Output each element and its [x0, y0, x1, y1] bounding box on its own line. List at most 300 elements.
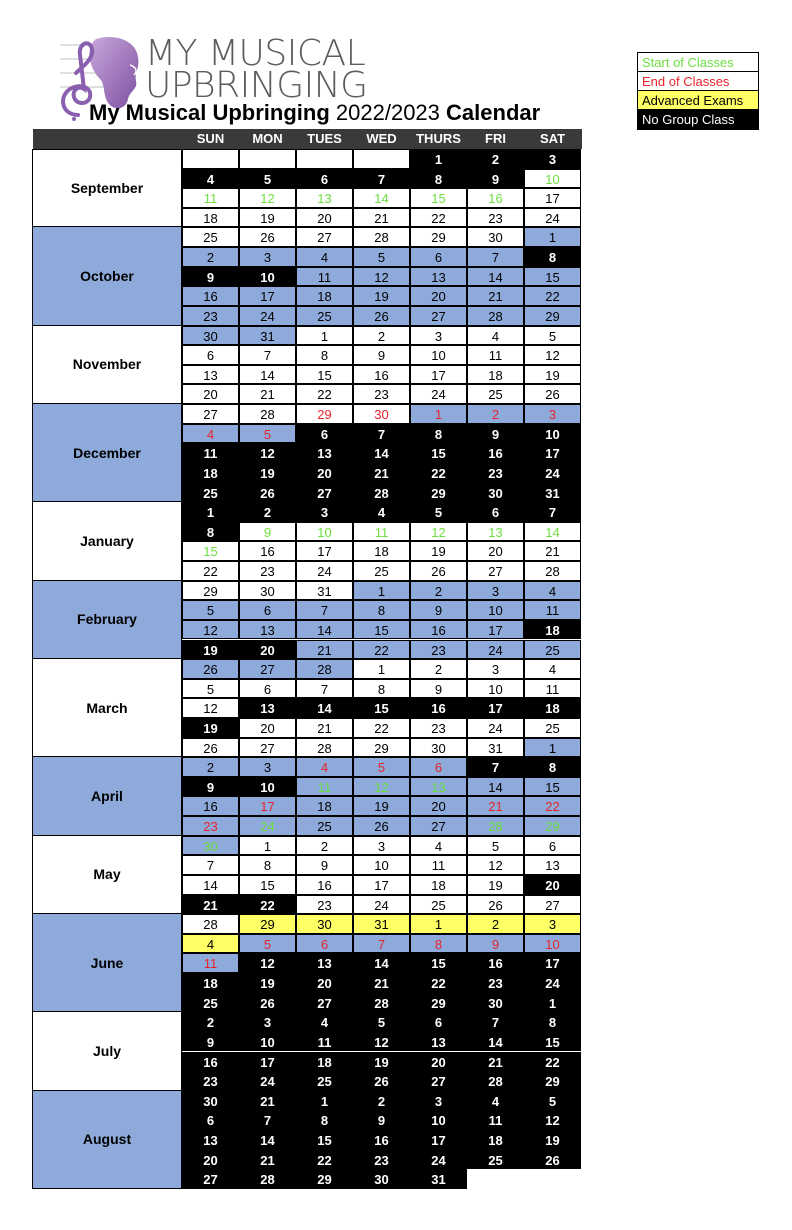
day-cell: 11: [467, 1110, 524, 1130]
day-cell: 8: [296, 345, 353, 365]
day-cell: 7: [353, 424, 410, 444]
day-cell: 8: [296, 1110, 353, 1130]
day-cell: 6: [410, 757, 467, 777]
day-cell: 11: [467, 345, 524, 365]
day-cell: 19: [467, 875, 524, 895]
day-cell: 6: [410, 247, 467, 267]
day-cell: 27: [410, 306, 467, 326]
day-cell: 11: [296, 1032, 353, 1052]
day-cell: 14: [239, 1130, 296, 1150]
day-cell: 23: [467, 973, 524, 993]
day-cell: 27: [296, 483, 353, 503]
month-label-march: March: [32, 659, 182, 757]
day-cell: 9: [182, 777, 239, 797]
day-cell: 20: [296, 463, 353, 483]
day-cell: 16: [410, 698, 467, 718]
day-cell: 15: [296, 1130, 353, 1150]
day-header-fri: FRI: [485, 131, 506, 146]
day-cell: 2: [353, 326, 410, 346]
day-cell: 17: [353, 875, 410, 895]
day-cell: 13: [410, 1032, 467, 1052]
day-cell: 8: [524, 1012, 581, 1032]
day-cell: 10: [467, 679, 524, 699]
day-cell: 28: [467, 306, 524, 326]
day-cell: 17: [239, 796, 296, 816]
day-cell: 20: [410, 1052, 467, 1072]
day-cell: 21: [353, 463, 410, 483]
day-cell: 19: [353, 796, 410, 816]
day-cell: 19: [182, 718, 239, 738]
day-cell: 9: [182, 1032, 239, 1052]
day-cell: 14: [296, 698, 353, 718]
month-label-september: September: [32, 149, 182, 227]
day-cell: 9: [182, 267, 239, 287]
day-cell: 10: [239, 267, 296, 287]
day-cell: 7: [524, 502, 581, 522]
day-cell: 2: [296, 836, 353, 856]
day-cell: 26: [239, 483, 296, 503]
day-cell: 1: [296, 1091, 353, 1111]
day-cell: 3: [239, 757, 296, 777]
day-cell: 23: [239, 561, 296, 581]
day-cell: 18: [410, 875, 467, 895]
day-header-thurs: THURS: [416, 131, 461, 146]
day-cell: 26: [353, 306, 410, 326]
day-cell: 17: [296, 541, 353, 561]
day-cell: 2: [467, 404, 524, 424]
day-cell: 16: [182, 1052, 239, 1072]
day-cell: 10: [410, 1110, 467, 1130]
day-cell: 3: [296, 502, 353, 522]
day-cell: 29: [524, 816, 581, 836]
day-cell: 6: [182, 345, 239, 365]
day-cell: 7: [239, 345, 296, 365]
month-label-december: December: [32, 404, 182, 502]
day-cell: 3: [467, 581, 524, 601]
day-cell: 14: [353, 188, 410, 208]
day-cell: 4: [182, 424, 239, 444]
day-cell: 2: [410, 581, 467, 601]
day-cell: 18: [467, 1130, 524, 1150]
day-cell: 30: [296, 914, 353, 934]
day-cell: 26: [239, 227, 296, 247]
day-cell: 7: [296, 600, 353, 620]
day-cell: 17: [524, 953, 581, 973]
month-label-june: June: [32, 914, 182, 1012]
day-cell: 6: [239, 600, 296, 620]
day-cell: 11: [182, 188, 239, 208]
day-cell: 28: [239, 404, 296, 424]
day-cell: 29: [239, 914, 296, 934]
day-cell: 24: [524, 208, 581, 228]
day-cell: 17: [467, 620, 524, 640]
day-cell: 29: [296, 1169, 353, 1189]
day-cell: 29: [410, 993, 467, 1013]
day-cell: 31: [524, 483, 581, 503]
day-header-wed: WED: [366, 131, 397, 146]
day-cell: 31: [296, 581, 353, 601]
day-cell: 1: [410, 914, 467, 934]
day-cell: 2: [182, 757, 239, 777]
month-label-october: October: [32, 227, 182, 325]
legend-end-of-classes: End of Classes: [638, 72, 758, 91]
day-cell: 6: [182, 1110, 239, 1130]
day-cell: 23: [182, 816, 239, 836]
day-cell: 25: [524, 640, 581, 660]
day-cell: 9: [467, 934, 524, 954]
brand-line-1: MY MUSICAL: [145, 33, 366, 74]
day-cell: 6: [524, 836, 581, 856]
day-cell: 21: [467, 796, 524, 816]
day-cell: 13: [182, 365, 239, 385]
day-cell: 15: [182, 541, 239, 561]
day-cell: 25: [353, 561, 410, 581]
day-header-sun: SUN: [196, 131, 225, 146]
day-cell: 16: [353, 365, 410, 385]
day-cell: 23: [410, 640, 467, 660]
day-cell: 18: [296, 286, 353, 306]
calendar-title: [89, 100, 540, 126]
day-cell: 2: [239, 502, 296, 522]
day-cell: 30: [353, 404, 410, 424]
title-year: 2022/2023: [329, 100, 447, 125]
day-cell: 15: [410, 953, 467, 973]
day-cell: 30: [467, 227, 524, 247]
day-cell: 2: [467, 914, 524, 934]
day-cell: 31: [353, 914, 410, 934]
day-cell: 10: [296, 522, 353, 542]
day-cell: 16: [182, 286, 239, 306]
day-header-sat: SAT: [539, 131, 566, 146]
title-bold: My Musical Upbringing: [89, 100, 330, 125]
day-cell: 4: [296, 757, 353, 777]
day-cell: 28: [296, 738, 353, 758]
day-cell: 19: [353, 1052, 410, 1072]
day-cell: 5: [182, 600, 239, 620]
day-cell: 11: [524, 679, 581, 699]
day-cell: 22: [353, 640, 410, 660]
day-cell: 13: [467, 522, 524, 542]
day-cell: 22: [353, 718, 410, 738]
day-cell: 8: [353, 600, 410, 620]
day-cell: 6: [239, 679, 296, 699]
day-cell: 24: [410, 384, 467, 404]
day-cell: 26: [410, 561, 467, 581]
day-cell: 29: [524, 1071, 581, 1091]
day-cell: 29: [410, 483, 467, 503]
day-cell: 8: [239, 855, 296, 875]
day-cell: 3: [353, 836, 410, 856]
day-cell: 1: [182, 502, 239, 522]
day-cell: 27: [239, 659, 296, 679]
day-cell: 18: [182, 208, 239, 228]
day-cell: 14: [467, 777, 524, 797]
day-cell: 10: [524, 424, 581, 444]
day-cell: 24: [239, 306, 296, 326]
day-cell: 11: [296, 777, 353, 797]
day-cell: 18: [296, 1052, 353, 1072]
day-cell: 24: [524, 973, 581, 993]
day-cell: 26: [353, 1071, 410, 1091]
day-cell: 28: [467, 816, 524, 836]
day-cell: 26: [524, 384, 581, 404]
month-label-august: August: [32, 1091, 182, 1189]
day-cell: 20: [410, 286, 467, 306]
day-cell: 1: [524, 993, 581, 1013]
day-cell: 25: [296, 1071, 353, 1091]
month-label-july: July: [32, 1012, 182, 1090]
day-cell: 15: [524, 777, 581, 797]
day-cell: 18: [182, 973, 239, 993]
day-cell: 18: [296, 796, 353, 816]
day-cell: 14: [524, 522, 581, 542]
day-cell: 2: [182, 247, 239, 267]
day-cell: 5: [410, 502, 467, 522]
empty-day-cell: [353, 149, 410, 169]
day-cell: 20: [239, 640, 296, 660]
day-cell: 21: [239, 1150, 296, 1170]
day-cell: 21: [353, 208, 410, 228]
day-cell: 23: [467, 208, 524, 228]
day-cell: 22: [524, 796, 581, 816]
day-cell: 29: [353, 738, 410, 758]
day-cell: 30: [410, 738, 467, 758]
day-cell: 26: [353, 816, 410, 836]
day-cell: 11: [524, 600, 581, 620]
day-cell: 14: [182, 875, 239, 895]
day-cell: 14: [296, 620, 353, 640]
day-cell: 25: [296, 816, 353, 836]
day-cell: 9: [410, 679, 467, 699]
day-cell: 23: [182, 1071, 239, 1091]
day-cell: 9: [353, 345, 410, 365]
day-cell: 11: [182, 953, 239, 973]
day-cell: 27: [467, 561, 524, 581]
day-cell: 4: [524, 581, 581, 601]
day-cell: 17: [410, 365, 467, 385]
day-cell: 16: [410, 620, 467, 640]
month-label-april: April: [32, 757, 182, 835]
day-cell: 21: [296, 718, 353, 738]
day-cell: 29: [410, 227, 467, 247]
day-cell: 8: [410, 169, 467, 189]
day-cell: 30: [467, 483, 524, 503]
day-cell: 13: [296, 953, 353, 973]
day-cell: 28: [353, 993, 410, 1013]
day-cell: 24: [410, 1150, 467, 1170]
day-cell: 3: [239, 247, 296, 267]
month-label-may: May: [32, 836, 182, 914]
day-header-tues: TUES: [307, 131, 342, 146]
day-cell: 19: [524, 365, 581, 385]
day-cell: 4: [410, 836, 467, 856]
day-cell: 12: [467, 855, 524, 875]
day-cell: 11: [182, 443, 239, 463]
day-cell: 6: [296, 169, 353, 189]
day-cell: 3: [467, 659, 524, 679]
day-cell: 15: [353, 698, 410, 718]
day-cell: 27: [524, 895, 581, 915]
day-cell: 11: [353, 522, 410, 542]
day-cell: 14: [353, 443, 410, 463]
day-cell: 21: [467, 286, 524, 306]
day-cell: 25: [524, 718, 581, 738]
day-cell: 16: [296, 875, 353, 895]
day-cell: 28: [239, 1169, 296, 1189]
day-cell: 22: [524, 286, 581, 306]
day-cell: 15: [410, 443, 467, 463]
day-cell: 27: [182, 404, 239, 424]
day-cell: 22: [296, 384, 353, 404]
day-cell: 20: [296, 208, 353, 228]
day-cell: 17: [524, 188, 581, 208]
day-cell: 14: [353, 953, 410, 973]
day-cell: 12: [353, 1032, 410, 1052]
day-cell: 8: [524, 757, 581, 777]
day-cell: 12: [182, 620, 239, 640]
brand-line-2: UPBRINGING: [145, 65, 368, 106]
day-cell: 23: [296, 895, 353, 915]
title-bold-2: Calendar: [446, 100, 541, 125]
day-cell: 21: [524, 541, 581, 561]
day-cell: 12: [524, 345, 581, 365]
day-cell: 18: [182, 463, 239, 483]
day-cell: 13: [239, 698, 296, 718]
day-cell: 1: [410, 149, 467, 169]
day-cell: 7: [182, 855, 239, 875]
day-cell: 5: [353, 247, 410, 267]
day-cell: 12: [239, 953, 296, 973]
day-cell: 19: [239, 463, 296, 483]
day-cell: 20: [524, 875, 581, 895]
day-cell: 20: [182, 1150, 239, 1170]
day-cell: 19: [353, 286, 410, 306]
day-cell: 17: [239, 286, 296, 306]
day-cell: 19: [524, 1130, 581, 1150]
day-cell: 4: [353, 502, 410, 522]
day-cell: 3: [410, 326, 467, 346]
day-cell: 13: [410, 267, 467, 287]
day-cell: 10: [353, 855, 410, 875]
day-cell: 6: [296, 424, 353, 444]
day-cell: 30: [182, 326, 239, 346]
day-cell: 15: [524, 1032, 581, 1052]
day-cell: 1: [239, 836, 296, 856]
day-cell: 27: [182, 1169, 239, 1189]
day-cell: 4: [296, 1012, 353, 1032]
day-cell: 25: [410, 895, 467, 915]
day-cell: 2: [353, 1091, 410, 1111]
day-cell: 12: [239, 443, 296, 463]
day-cell: 25: [182, 993, 239, 1013]
day-cell: 30: [182, 836, 239, 856]
day-cell: 11: [410, 855, 467, 875]
day-cell: 30: [353, 1169, 410, 1189]
day-cell: 9: [239, 522, 296, 542]
day-cell: 1: [524, 227, 581, 247]
month-label-february: February: [32, 581, 182, 659]
day-cell: 16: [239, 541, 296, 561]
day-cell: 4: [467, 1091, 524, 1111]
day-cell: 19: [182, 640, 239, 660]
day-cell: 24: [353, 895, 410, 915]
day-cell: 16: [467, 188, 524, 208]
day-cell: 29: [296, 404, 353, 424]
day-cell: 7: [467, 1012, 524, 1032]
day-cell: 21: [239, 384, 296, 404]
day-cell: 19: [410, 541, 467, 561]
day-cell: 5: [353, 757, 410, 777]
day-cell: 27: [239, 738, 296, 758]
day-cell: 8: [410, 424, 467, 444]
day-cell: 26: [239, 993, 296, 1013]
day-cell: 10: [239, 1032, 296, 1052]
day-cell: 20: [410, 796, 467, 816]
day-cell: 21: [182, 895, 239, 915]
day-cell: 31: [467, 738, 524, 758]
day-cell: 23: [410, 718, 467, 738]
day-cell: 4: [182, 169, 239, 189]
day-cell: 22: [410, 208, 467, 228]
day-cell: 30: [239, 581, 296, 601]
day-cell: 13: [296, 188, 353, 208]
day-cell: 28: [524, 561, 581, 581]
day-cell: 27: [296, 993, 353, 1013]
day-cell: 24: [467, 718, 524, 738]
day-cell: 23: [467, 463, 524, 483]
day-cell: 20: [182, 384, 239, 404]
day-cell: 13: [410, 777, 467, 797]
day-cell: 13: [182, 1130, 239, 1150]
day-cell: 8: [182, 522, 239, 542]
day-cell: 5: [353, 1012, 410, 1032]
day-cell: 18: [467, 365, 524, 385]
day-cell: 22: [182, 561, 239, 581]
day-cell: 5: [524, 1091, 581, 1111]
day-cell: 25: [182, 227, 239, 247]
day-cell: 9: [296, 855, 353, 875]
day-cell: 27: [410, 816, 467, 836]
day-cell: 17: [524, 443, 581, 463]
day-cell: 28: [353, 227, 410, 247]
day-cell: 9: [353, 1110, 410, 1130]
day-cell: 3: [239, 1012, 296, 1032]
day-cell: 12: [524, 1110, 581, 1130]
day-cell: 30: [467, 993, 524, 1013]
day-cell: 18: [524, 620, 581, 640]
day-cell: 5: [524, 326, 581, 346]
day-cell: 28: [182, 914, 239, 934]
day-cell: 25: [467, 384, 524, 404]
day-cell: 23: [182, 306, 239, 326]
day-cell: 15: [410, 188, 467, 208]
legend-no-group-class: No Group Class: [638, 110, 758, 129]
day-cell: 13: [239, 620, 296, 640]
day-cell: 5: [239, 169, 296, 189]
day-cell: 18: [353, 541, 410, 561]
day-cell: 16: [467, 953, 524, 973]
empty-day-cell: [239, 149, 296, 169]
day-cell: 20: [467, 541, 524, 561]
day-cell: 27: [296, 227, 353, 247]
day-cell: 13: [524, 855, 581, 875]
day-cell: 12: [182, 698, 239, 718]
day-cell: 5: [467, 836, 524, 856]
day-cell: 7: [467, 247, 524, 267]
legend: [637, 52, 759, 130]
day-cell: 12: [353, 777, 410, 797]
day-cell: 26: [524, 1150, 581, 1170]
